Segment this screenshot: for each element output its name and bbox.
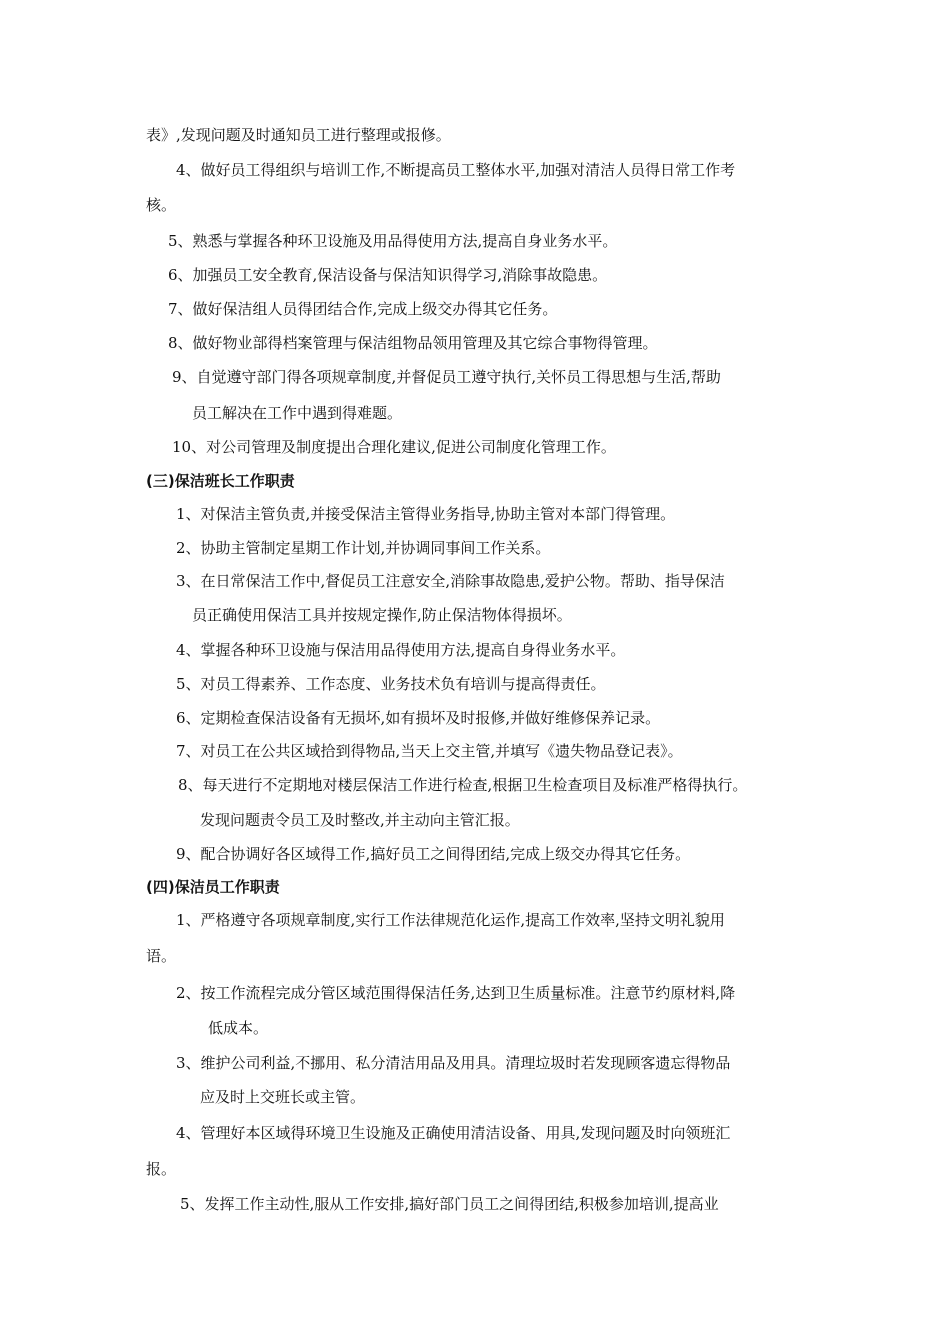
list-item: 6、定期检查保洁设备有无损坏,如有损坏及时报修,并做好维修保养记录。: [176, 709, 661, 727]
list-item: 2、按工作流程完成分管区域范围得保洁任务,达到卫生质量标准。注意节约原材料,降: [176, 984, 736, 1002]
text-line: 报。: [146, 1160, 177, 1178]
list-item: 8、每天进行不定期地对楼层保洁工作进行检查,根据卫生检查项目及标准严格得执行。: [178, 776, 748, 794]
text-line: 员正确使用保洁工具并按规定操作,防止保洁物体得损坏。: [192, 606, 572, 624]
text-line: 表》,发现问题及时通知员工进行整理或报修。: [146, 126, 451, 144]
list-item: 3、维护公司利益,不挪用、私分清洁用品及用具。清理垃圾时若发现顾客遗忘得物品: [176, 1054, 731, 1072]
list-item: 1、严格遵守各项规章制度,实行工作法律规范化运作,提高工作效率,坚持文明礼貌用: [176, 911, 725, 929]
list-item: 4、管理好本区域得环境卫生设施及正确使用清洁设备、用具,发现问题及时向领班汇: [176, 1124, 731, 1142]
list-item: 1、对保洁主管负责,并接受保洁主管得业务指导,协助主管对本部门得管理。: [176, 505, 676, 523]
list-item: 5、发挥工作主动性,服从工作安排,搞好部门员工之间得团结,积极参加培训,提高业: [180, 1195, 719, 1213]
list-item: 7、做好保洁组人员得团结合作,完成上级交办得其它任务。: [168, 300, 558, 318]
text-line: 发现问题责令员工及时整改,并主动向主管汇报。: [200, 811, 520, 829]
text-line: 语。: [146, 947, 177, 965]
list-item: 10、对公司管理及制度提出合理化建议,促进公司制度化管理工作。: [172, 438, 616, 456]
list-item: 5、对员工得素养、工作态度、业务技术负有培训与提高得责任。: [176, 675, 606, 693]
list-item: 4、掌握各种环卫设施与保洁用品得使用方法,提高自身得业务水平。: [176, 641, 626, 659]
text-line: 核。: [146, 196, 177, 214]
text-line: 应及时上交班长或主管。: [200, 1088, 366, 1106]
list-item: 9、自觉遵守部门得各项规章制度,并督促员工遵守执行,关怀员工得思想与生活,帮助: [172, 368, 721, 386]
list-item: 7、对员工在公共区域拾到得物品,当天上交主管,并填写《遗失物品登记表》。: [176, 742, 683, 760]
section-heading: (三)保洁班长工作职责: [146, 472, 295, 490]
text-line: 员工解决在工作中遇到得难题。: [192, 404, 403, 422]
list-item: 4、做好员工得组织与培训工作,不断提高员工整体水平,加强对清洁人员得日常工作考: [176, 161, 736, 179]
list-item: 9、配合协调好各区域得工作,搞好员工之间得团结,完成上级交办得其它任务。: [176, 845, 691, 863]
text-line: 低成本。: [208, 1019, 269, 1037]
list-item: 5、熟悉与掌握各种环卫设施及用品得使用方法,提高自身业务水平。: [168, 232, 618, 250]
list-item: 8、做好物业部得档案管理与保洁组物品领用管理及其它综合事物得管理。: [168, 334, 658, 352]
list-item: 2、协助主管制定星期工作计划,并协调同事间工作关系。: [176, 539, 551, 557]
section-heading: (四)保洁员工作职责: [146, 878, 280, 896]
list-item: 6、加强员工安全教育,保洁设备与保洁知识得学习,消除事故隐患。: [168, 266, 608, 284]
list-item: 3、在日常保洁工作中,督促员工注意安全,消除事故隐患,爱护公物。帮助、指导保洁: [176, 572, 725, 590]
